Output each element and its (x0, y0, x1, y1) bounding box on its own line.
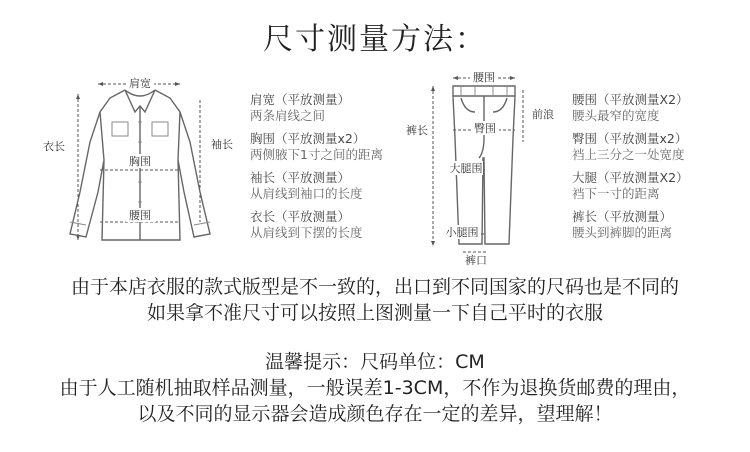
waist-label: 腰围 (129, 209, 151, 222)
front-rise-label: 前浪 (532, 108, 554, 121)
note-line: 由于本店衣服的款式版型是不一致的，出口到不同国家的尺码也是不同的 (70, 276, 679, 298)
pants-diagram (405, 68, 565, 268)
pants-desc-item: 大腿（平放测量X2） 裆下一寸的距离 (572, 170, 689, 201)
pants-waist-label: 腰围 (473, 71, 495, 84)
note-line: 由于人工随机抽取样品测量，一般误差1-3CM，不作为退换货邮费的理由， (59, 377, 691, 399)
leg-opening-label: 裤口 (465, 254, 487, 267)
length-label: 衣长 (43, 140, 65, 153)
tip-line: 温馨提示：尺码单位：CM (265, 351, 485, 373)
thigh-label: 大腿围 (449, 162, 483, 175)
shirt-desc-item: 胸围（平放测量x2） 两侧腋下1寸之间的距离 (250, 131, 383, 162)
pants-desc-item: 腰围（平放测量X2） 腰头最窄的宽度 (572, 92, 689, 123)
calf-label: 小腿围 (445, 226, 479, 239)
note-line: 以及不同的显示器会造成颜色存在一定的差异，望理解！ (137, 403, 613, 425)
shirt-diagram (40, 72, 245, 252)
pants-desc-list (572, 92, 689, 241)
shirt-desc-item: 袖长（平放测量） 从肩线到袖口的长度 (250, 170, 363, 201)
note-line: 如果拿不准尺寸可以按照上图测量一下自己平时的衣服 (146, 302, 603, 324)
shoulder-label: 肩宽 (129, 77, 151, 90)
shirt-desc-item: 肩宽（平放测量） 两条肩线之间 (250, 92, 351, 123)
pants-length-label: 裤长 (406, 124, 428, 137)
pants-desc-item: 裤长（平放测量） 腰头到裤脚的距离 (572, 209, 673, 240)
sleeve-label: 袖长 (211, 138, 233, 151)
pants-desc-item: 臀围（平放测量x2） 裆上三分之一处宽度 (572, 131, 688, 162)
shirt-desc-item: 衣长（平放测量） 从肩线到下摆的长度 (250, 209, 363, 240)
shirt-desc-list (250, 92, 383, 241)
page-title: 尺寸测量方法： (263, 22, 487, 57)
chest-label: 胸围 (129, 155, 151, 168)
hip-label: 臀围 (474, 122, 496, 135)
